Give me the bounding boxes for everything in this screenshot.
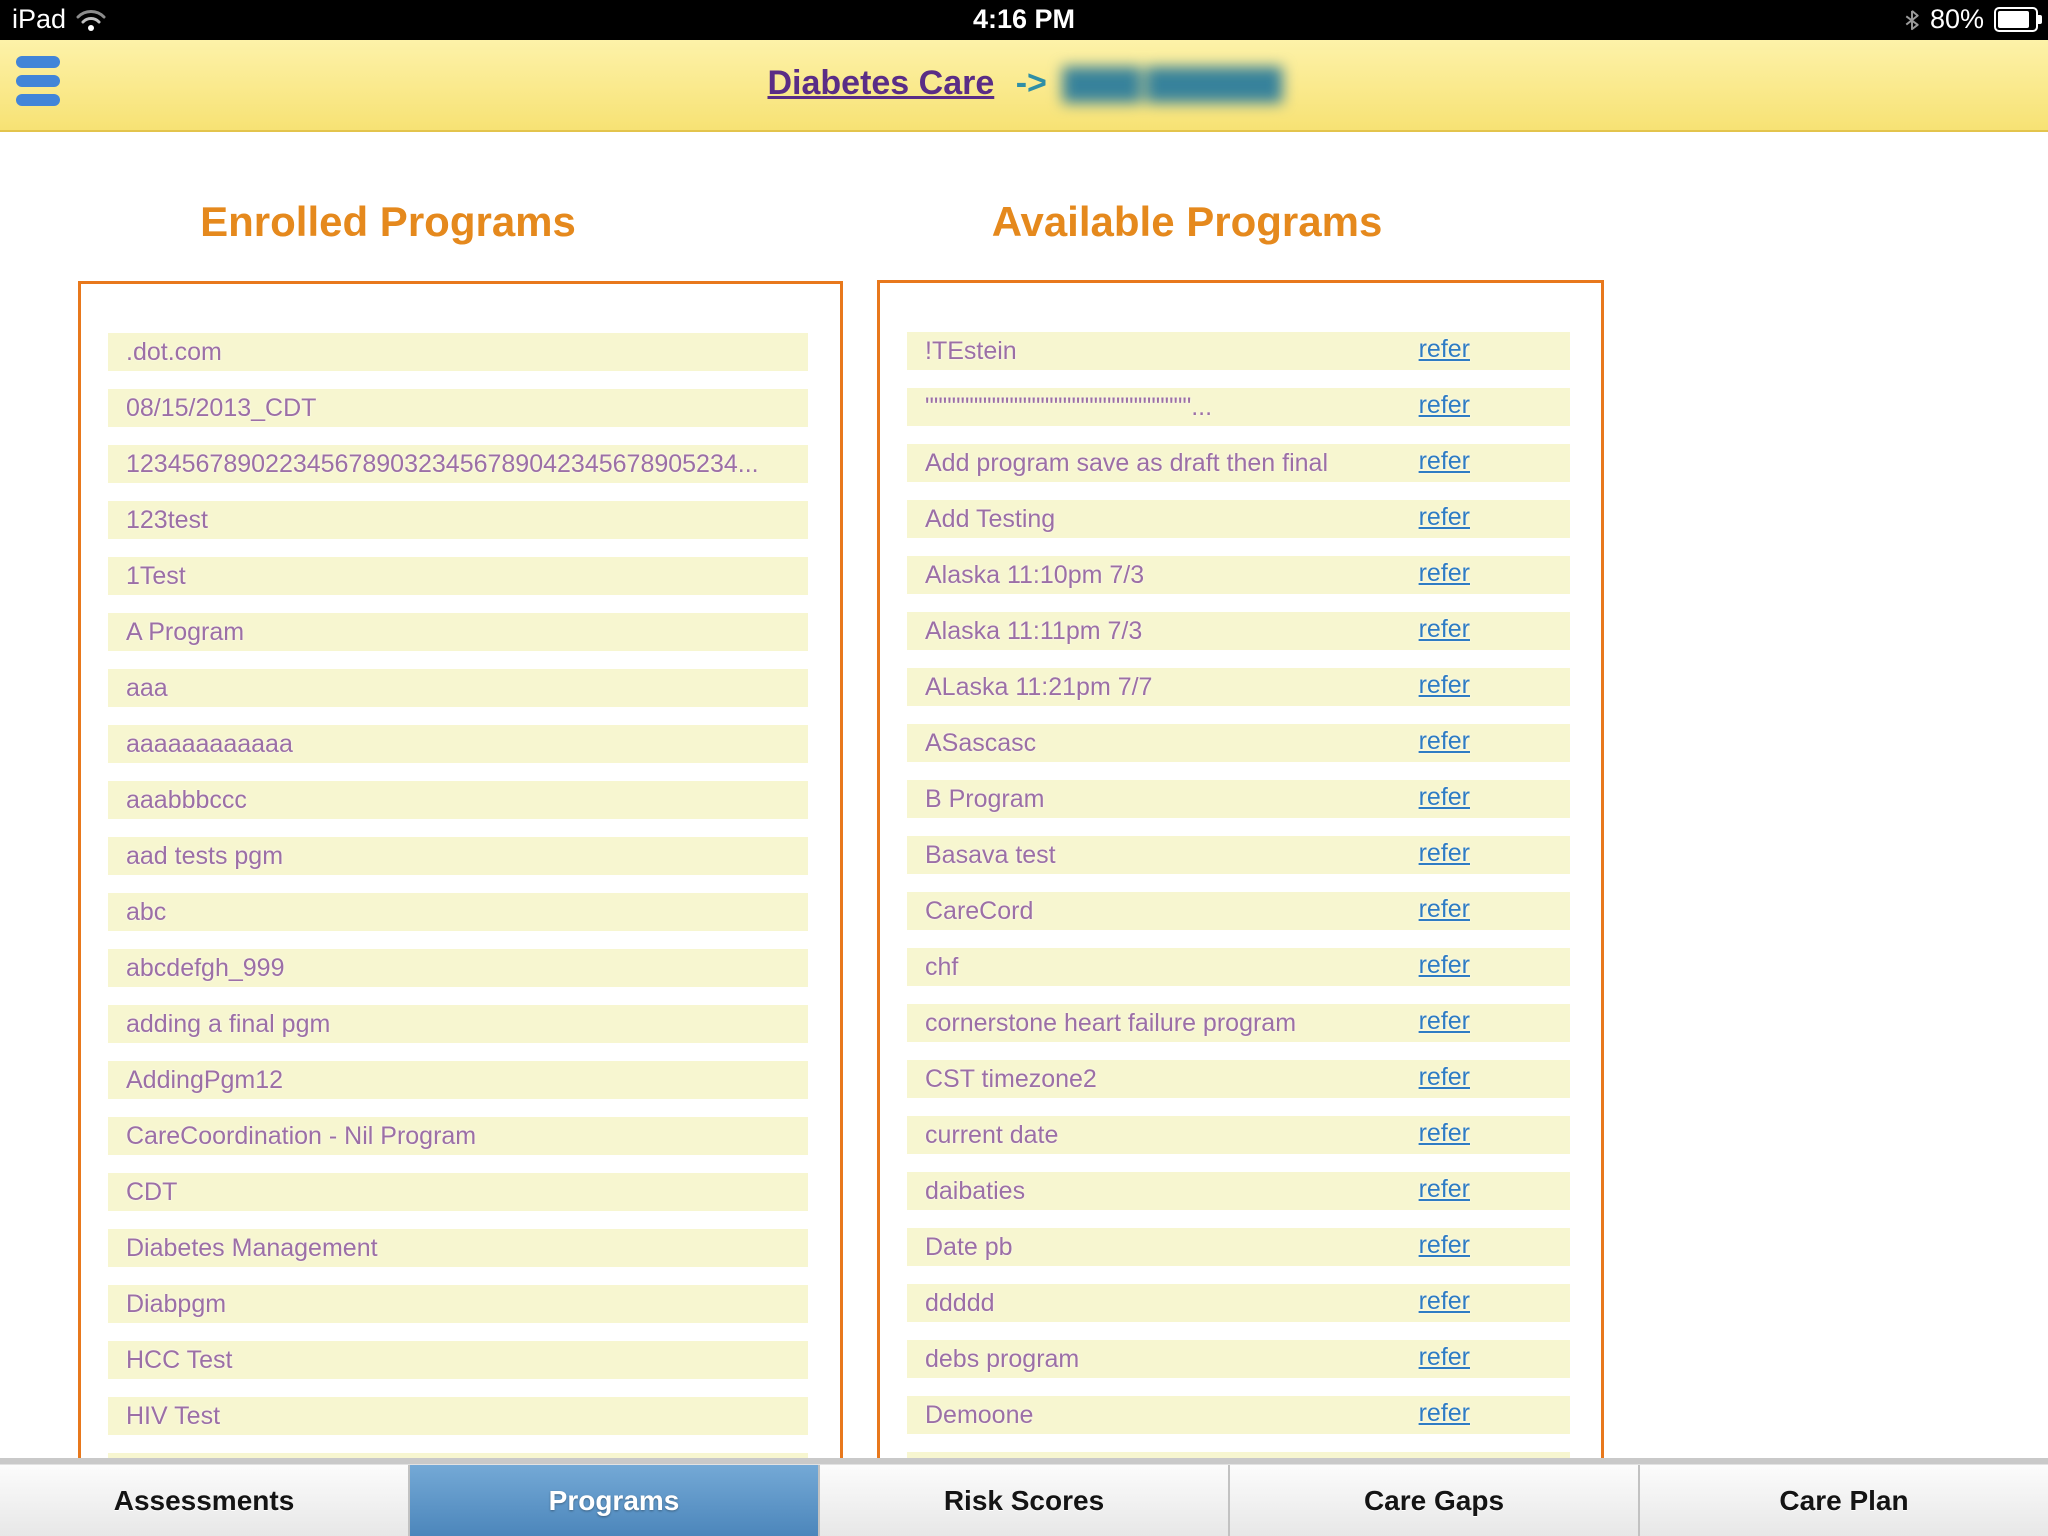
program-name: aaaaaaaaaaaa xyxy=(126,730,293,758)
program-name: Diabetes Management xyxy=(126,1234,378,1262)
available-program-row xyxy=(907,1116,1570,1154)
refer-link[interactable]: refer xyxy=(1418,783,1470,811)
battery-percent: 80% xyxy=(1929,4,1984,34)
available-program-row xyxy=(907,836,1570,874)
program-name: ALaska 11:21pm 7/7 xyxy=(925,673,1153,701)
program-name: A Program xyxy=(126,618,245,646)
program-name: 08/15/2013_CDT xyxy=(126,394,317,422)
program-name: 12345678902234567890323456789042345678905234... xyxy=(126,450,759,478)
program-name: CareCord xyxy=(925,897,1034,925)
program-name: daibaties xyxy=(925,1177,1026,1205)
program-name: AddingPgm12 xyxy=(126,1066,284,1094)
tab-label: Care Gaps xyxy=(1363,1484,1505,1516)
refer-link[interactable]: refer xyxy=(1418,559,1470,587)
breadcrumb-link-diabetes-care[interactable]: Diabetes Care xyxy=(767,64,995,102)
enrolled-program-row[interactable] xyxy=(108,1397,808,1435)
enrolled-program-row[interactable] xyxy=(108,725,808,763)
program-name: aaa xyxy=(126,674,168,702)
status-bar xyxy=(0,0,2048,40)
available-program-row xyxy=(907,444,1570,482)
available-program-row xyxy=(907,1284,1570,1322)
enrolled-program-row[interactable] xyxy=(108,557,808,595)
available-program-row xyxy=(907,1060,1570,1098)
tab-assessments[interactable] xyxy=(0,1465,410,1536)
program-name: cornerstone heart failure program xyxy=(925,1009,1297,1037)
available-program-row xyxy=(907,780,1570,818)
refer-link[interactable]: refer xyxy=(1418,335,1470,363)
program-name: Alaska 11:10pm 7/3 xyxy=(925,561,1145,589)
enrolled-program-row[interactable] xyxy=(108,389,808,427)
program-name: !TEstein xyxy=(925,337,1017,365)
program-name: HIV Test xyxy=(126,1402,221,1430)
program-name: .dot.com xyxy=(126,338,222,366)
enrolled-program-row[interactable] xyxy=(108,949,808,987)
enrolled-program-row[interactable] xyxy=(108,445,808,483)
available-program-row xyxy=(907,388,1570,426)
clock: 4:16 PM xyxy=(972,4,1076,34)
enrolled-program-row[interactable] xyxy=(108,669,808,707)
enrolled-program-row[interactable] xyxy=(108,1005,808,1043)
available-program-row xyxy=(907,500,1570,538)
battery-icon xyxy=(1994,7,2038,32)
enrolled-program-row[interactable] xyxy=(108,613,808,651)
tab-label: Care Plan xyxy=(1779,1484,1909,1516)
refer-link[interactable]: refer xyxy=(1418,503,1470,531)
refer-link[interactable]: refer xyxy=(1418,839,1470,867)
program-name: HCC Test xyxy=(126,1346,233,1374)
available-program-row xyxy=(907,1396,1570,1434)
available-program-row xyxy=(907,668,1570,706)
program-name: ASascasc xyxy=(925,729,1037,757)
refer-link[interactable]: refer xyxy=(1418,1231,1470,1259)
program-name: current date xyxy=(925,1121,1059,1149)
program-name: Add program save as draft then final xyxy=(925,449,1329,477)
refer-link[interactable]: refer xyxy=(1418,447,1470,475)
tab-label: Assessments xyxy=(113,1484,295,1516)
program-name: 1Test xyxy=(126,562,186,590)
refer-link[interactable]: refer xyxy=(1418,671,1470,699)
tab-bar-divider xyxy=(0,1458,2048,1465)
enrolled-program-row[interactable] xyxy=(108,1341,808,1379)
refer-link[interactable]: refer xyxy=(1418,1175,1470,1203)
refer-link[interactable]: refer xyxy=(1418,1063,1470,1091)
enrolled-programs-heading: Enrolled Programs xyxy=(200,198,576,245)
breadcrumb-arrow: -> xyxy=(1015,64,1047,102)
enrolled-program-row[interactable] xyxy=(108,333,808,371)
available-program-row xyxy=(907,612,1570,650)
available-programs-list xyxy=(877,280,1604,1536)
program-name: Add Testing xyxy=(925,505,1056,533)
refer-link[interactable]: refer xyxy=(1418,615,1470,643)
program-name: adding a final pgm xyxy=(126,1010,331,1038)
program-name: 123test xyxy=(126,506,209,534)
available-program-row xyxy=(907,556,1570,594)
program-name: chf xyxy=(925,953,959,981)
program-name: """"""""""""""""""""""""""""""... xyxy=(925,393,1213,421)
program-name: Diabpgm xyxy=(126,1290,227,1318)
program-name: Date pb xyxy=(925,1233,1013,1261)
tab-label: Programs xyxy=(548,1484,680,1516)
program-name: debs program xyxy=(925,1345,1080,1373)
enrolled-program-row[interactable] xyxy=(108,1117,808,1155)
available-program-row xyxy=(907,724,1570,762)
refer-link[interactable]: refer xyxy=(1418,895,1470,923)
program-name: abc xyxy=(126,898,167,926)
refer-link[interactable]: refer xyxy=(1418,391,1470,419)
program-name: aad tests pgm xyxy=(126,842,284,870)
available-program-row xyxy=(907,332,1570,370)
program-name: CareCoordination - Nil Program xyxy=(126,1122,477,1150)
program-name: B Program xyxy=(925,785,1045,813)
refer-link[interactable]: refer xyxy=(1418,951,1470,979)
program-name: abcdefgh_999 xyxy=(126,954,285,982)
available-program-row xyxy=(907,1172,1570,1210)
available-program-row xyxy=(907,1228,1570,1266)
refer-link[interactable]: refer xyxy=(1418,1007,1470,1035)
device-label: iPad xyxy=(12,4,67,34)
refer-link[interactable]: refer xyxy=(1418,1287,1470,1315)
available-program-row xyxy=(907,948,1570,986)
refer-link[interactable]: refer xyxy=(1418,1119,1470,1147)
enrolled-program-row[interactable] xyxy=(108,1229,808,1267)
program-name: CST timezone2 xyxy=(925,1065,1097,1093)
enrolled-program-row[interactable] xyxy=(108,1061,808,1099)
enrolled-program-row[interactable] xyxy=(108,893,808,931)
tab-care-gaps[interactable] xyxy=(1230,1465,1640,1536)
refer-link[interactable]: refer xyxy=(1418,1343,1470,1371)
enrolled-programs-list xyxy=(78,281,843,1536)
bottom-tab-bar xyxy=(0,1458,2048,1536)
program-name: Basava test xyxy=(925,841,1056,869)
app-header xyxy=(0,40,2048,132)
enrolled-program-row[interactable] xyxy=(108,1285,808,1323)
enrolled-program-row[interactable] xyxy=(108,501,808,539)
refer-link[interactable]: refer xyxy=(1418,1399,1470,1427)
tab-risk-scores[interactable] xyxy=(820,1465,1230,1536)
program-name: CDT xyxy=(126,1178,178,1206)
available-program-row xyxy=(907,1340,1570,1378)
program-name: Demoone xyxy=(925,1401,1034,1429)
available-program-row xyxy=(907,892,1570,930)
enrolled-program-row[interactable] xyxy=(108,1173,808,1211)
refer-link[interactable]: refer xyxy=(1418,727,1470,755)
program-name: Alaska 11:11pm 7/3 xyxy=(925,617,1143,645)
program-name: ddddd xyxy=(925,1289,995,1317)
enrolled-program-row[interactable] xyxy=(108,781,808,819)
program-name: aaabbbccc xyxy=(126,786,247,814)
breadcrumb xyxy=(0,64,2048,103)
enrolled-program-row[interactable] xyxy=(108,837,808,875)
tab-label: Risk Scores xyxy=(943,1484,1105,1516)
tab-care-plan[interactable] xyxy=(1640,1465,2048,1536)
patient-name-redacted: ████ ███████ xyxy=(1062,68,1281,101)
bluetooth-icon xyxy=(1904,7,1920,33)
available-programs-heading: Available Programs xyxy=(991,198,1383,245)
available-program-row xyxy=(907,1004,1570,1042)
tab-programs[interactable] xyxy=(410,1465,820,1536)
